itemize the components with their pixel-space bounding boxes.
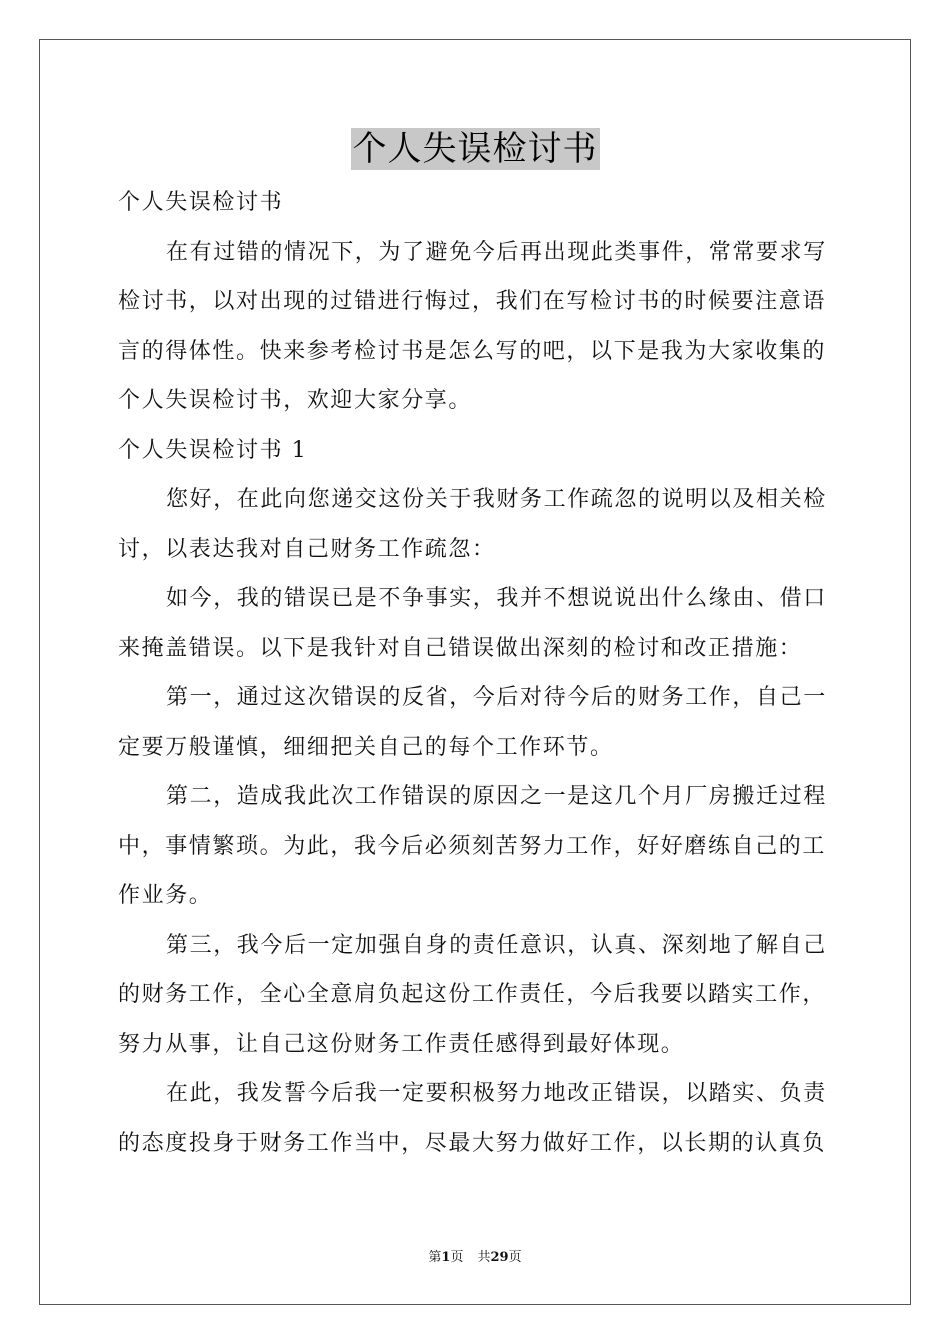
page-number: 1 (441, 1250, 451, 1265)
text-line: 的态度投身于财务工作当中，尽最大努力做好工作，以长期的认真负 (118, 1130, 827, 1156)
text-line: 第二，造成我此次工作错误的原因之一是这几个月厂房搬迁过程 (166, 784, 827, 809)
text-line: 努力从事，让自己这份财务工作责任感得到最好体现。 (118, 1031, 685, 1057)
total-pages: 29 (490, 1250, 509, 1265)
text-line: 的财务工作，全心全意肩负起这份工作责任，今后我要以踏实工作， (118, 982, 827, 1007)
text-line: 讨，以表达我对自己财务工作疏忽： (118, 536, 496, 562)
text-line: 第一，通过这次错误的反省，今后对待今后的财务工作，自己一 (166, 685, 827, 710)
page-suffix: 页 (450, 1250, 464, 1265)
text-line: 第三，我今后一定加强自身的责任意识，认真、深刻地了解自己 (166, 932, 827, 958)
text-line: 来掩盖错误。以下是我针对自己错误做出深刻的检讨和改正措施： (118, 635, 803, 661)
page-footer (0, 1246, 950, 1265)
text-line: 定要万般谨慎，细细把关自己的每个工作环节。 (118, 734, 614, 760)
total-prefix: 共 (477, 1250, 491, 1265)
text-line: 作业务。 (118, 883, 213, 908)
document-body (118, 178, 834, 1168)
total-suffix: 页 (508, 1250, 522, 1265)
page-prefix: 第 (428, 1250, 442, 1265)
text-line: 检讨书，以对出现的过错进行悔过，我们在写检讨书的时候要注意语 (118, 289, 827, 314)
text-line: 您好，在此向您递交这份关于我财务工作疏忽的说明以及相关检 (166, 487, 827, 512)
text-line: 在此，我发誓今后我一定要积极努力地改正错误，以踏实、负责 (166, 1081, 827, 1106)
title-area (0, 128, 950, 170)
text-line: 个人失误检讨书 (118, 190, 284, 215)
text-line: 个人失误检讨书 1 (118, 437, 308, 463)
document-title: 个人失误检讨书 (352, 129, 598, 169)
text-line: 个人失误检讨书，欢迎大家分享。 (118, 388, 473, 413)
text-line: 言的得体性。快来参考检讨书是怎么写的吧，以下是我为大家收集的 (118, 338, 827, 364)
text-line: 在有过错的情况下，为了避免今后再出现此类事件，常常要求写 (166, 239, 827, 265)
text-line: 中，事情繁琐。为此，我今后必须刻苦努力工作，好好磨练自己的工 (118, 833, 827, 859)
text-line: 如今，我的错误已是不争事实，我并不想说说出什么缘由、借口 (166, 586, 827, 611)
